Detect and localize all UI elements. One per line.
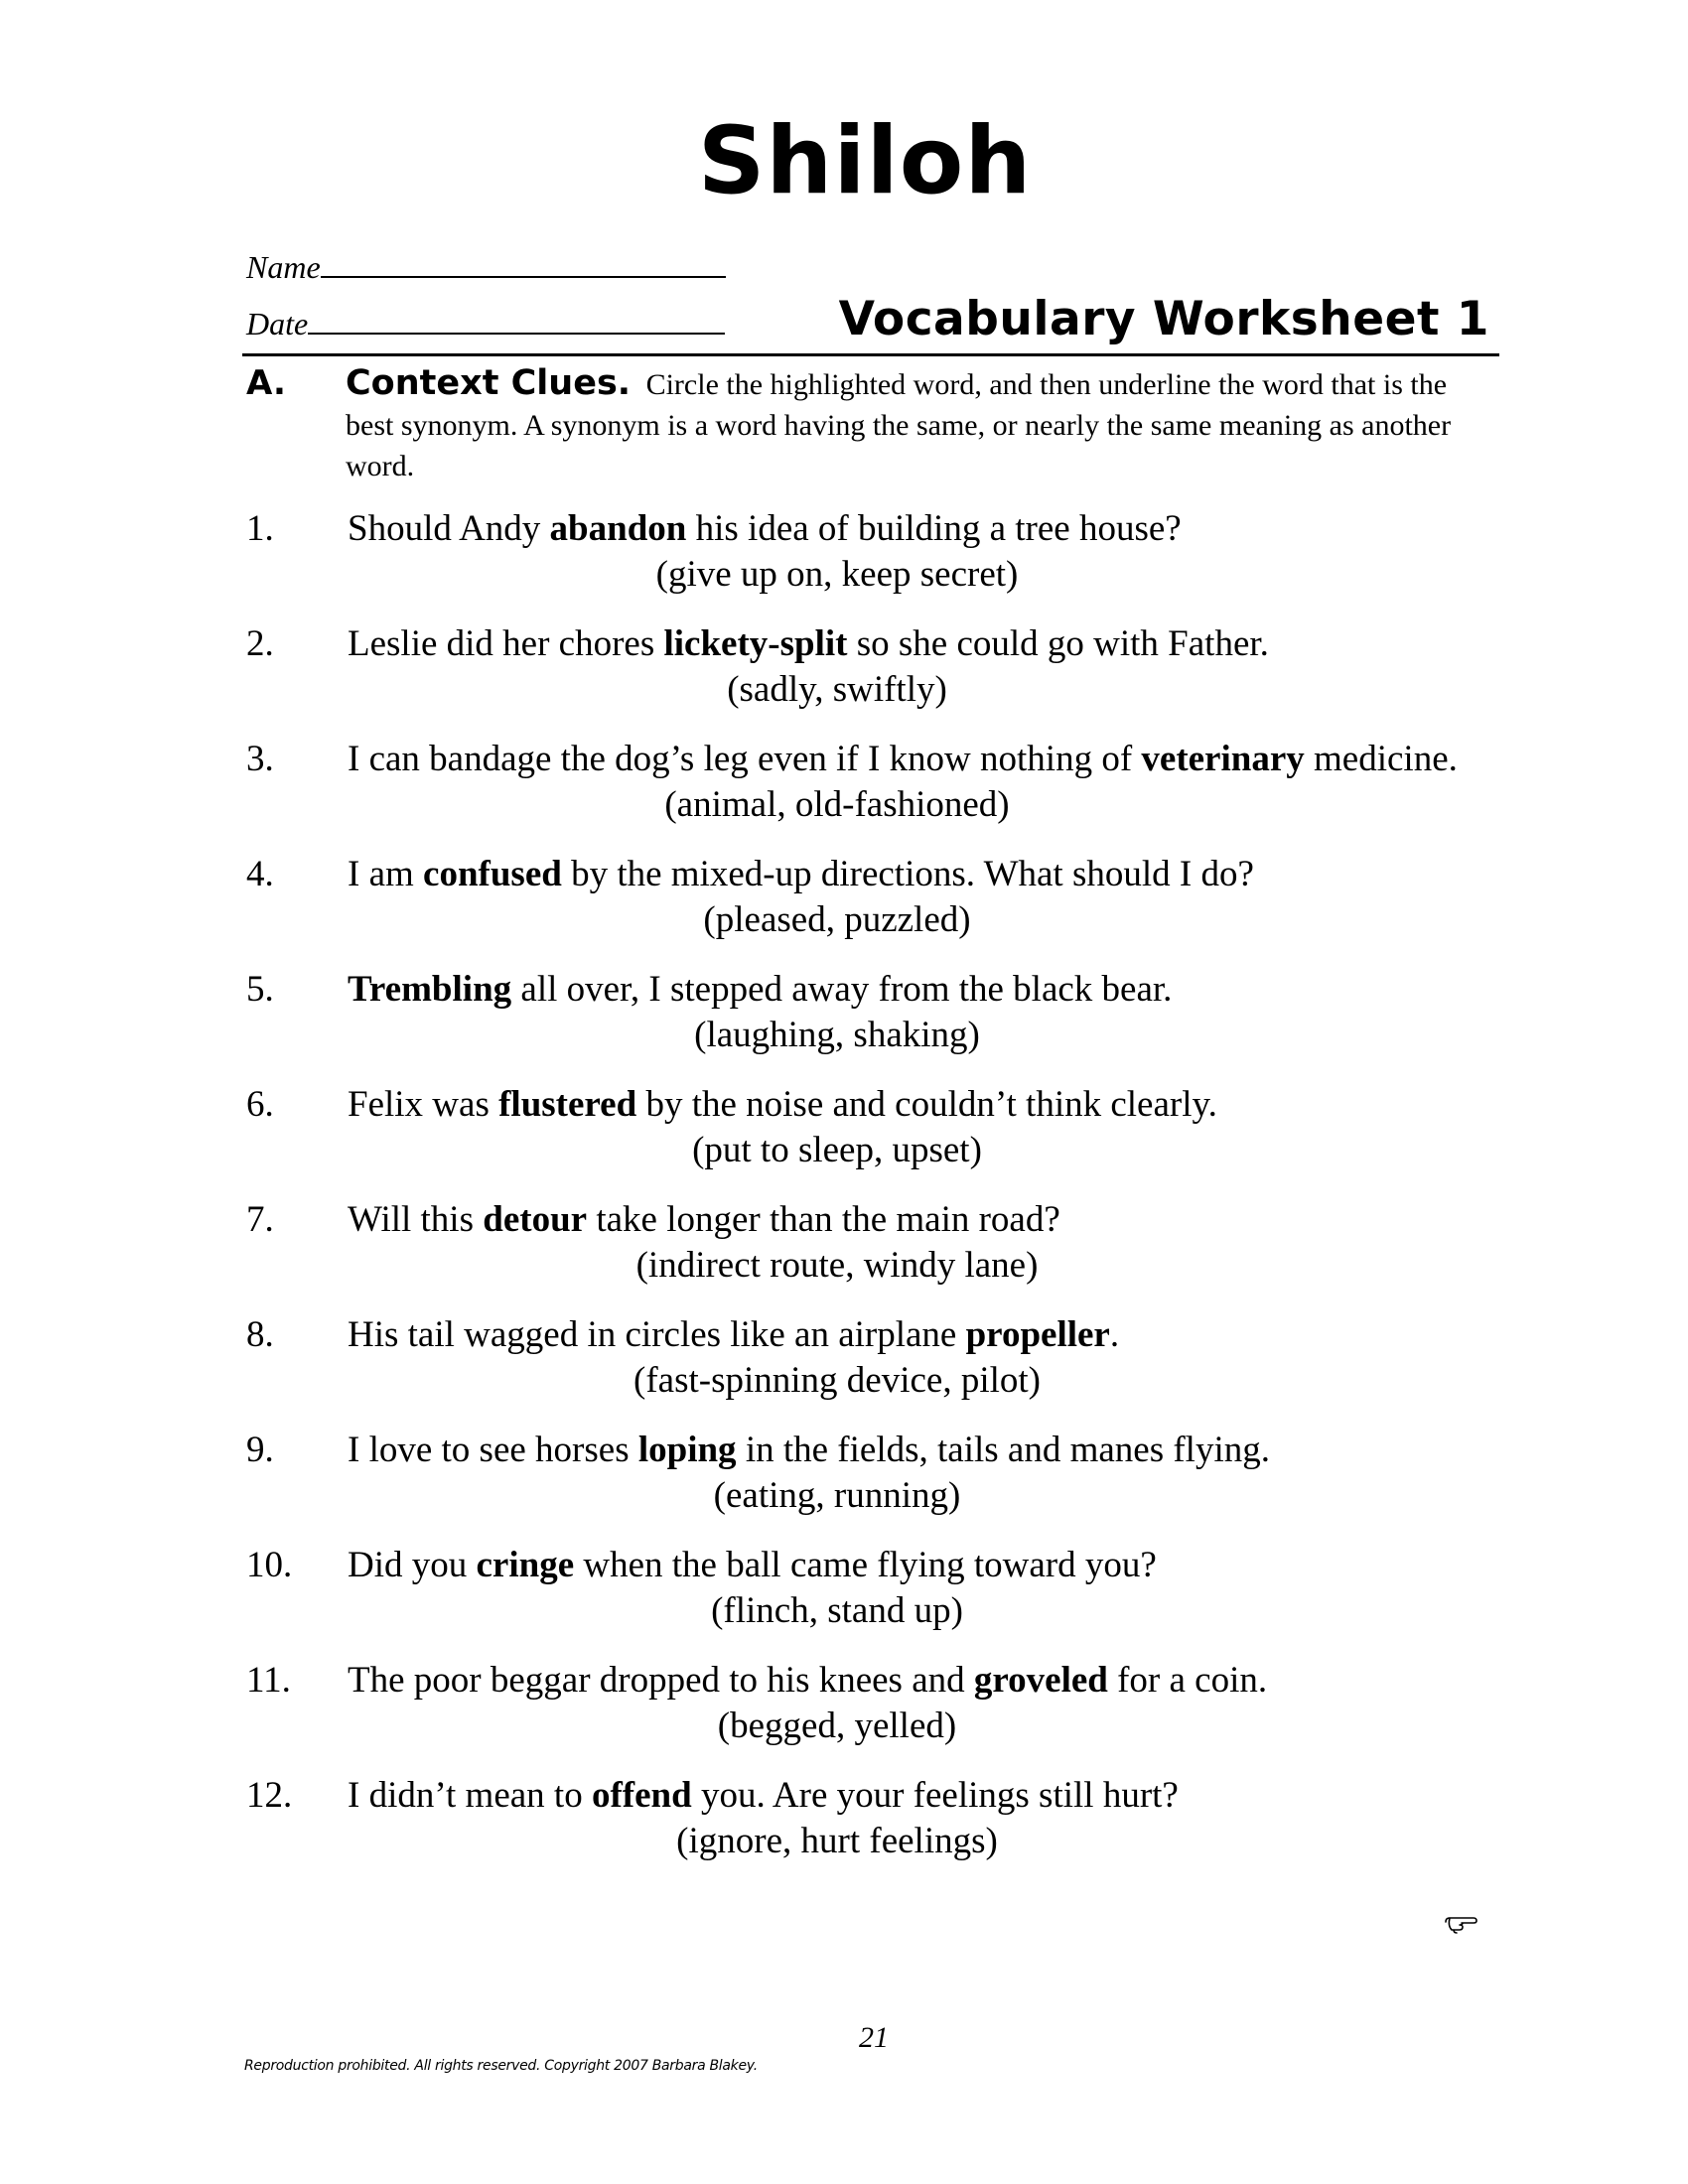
sentence-after: by the mixed-up directions. What should I do?: [561, 854, 1254, 894]
vocabulary-word[interactable]: propeller: [965, 1314, 1110, 1355]
question-number: 4.: [246, 854, 274, 894]
question-sentence: [348, 1082, 1517, 1128]
name-field: [246, 248, 726, 286]
vocabulary-word[interactable]: loping: [637, 1430, 737, 1470]
sentence-before: I can bandage the dog’s leg even if I know nothing of: [348, 739, 1142, 779]
sentence-before: I am: [348, 854, 424, 894]
question-number: 9.: [246, 1430, 274, 1470]
question-item: [246, 506, 1517, 598]
question-number: 3.: [246, 739, 274, 779]
question-number: 12.: [246, 1775, 293, 1816]
sentence-after: by the noise and couldn’t think clearly.: [636, 1084, 1217, 1125]
question-number: 1.: [246, 508, 274, 549]
question-list: [246, 506, 1517, 1888]
question-number: 10.: [246, 1545, 293, 1585]
question-number: 7.: [246, 1199, 274, 1240]
question-sentence: [348, 621, 1517, 667]
answer-options[interactable]: (indirect route, windy lane): [635, 1245, 1039, 1286]
date-input-line[interactable]: [308, 305, 725, 335]
question-item: [246, 1543, 1517, 1634]
section-letter: A.: [246, 363, 286, 403]
question-number: 6.: [246, 1084, 274, 1125]
question-sentence: [348, 967, 1517, 1013]
page-title: Shiloh: [697, 107, 1033, 215]
vocabulary-word[interactable]: lickety-split: [663, 623, 848, 664]
answer-options[interactable]: (give up on, keep secret): [655, 554, 1019, 595]
sentence-before: Leslie did her chores: [348, 623, 664, 664]
header-divider: [242, 353, 1499, 356]
sentence-before: The poor beggar dropped to his knees and: [348, 1660, 974, 1701]
sentence-before: Felix was: [348, 1084, 499, 1125]
question-item: [246, 1658, 1517, 1749]
answer-options[interactable]: (put to sleep, upset): [692, 1130, 982, 1170]
sentence-after: take longer than the main road?: [587, 1199, 1060, 1240]
question-item: [246, 1197, 1517, 1289]
vocabulary-word[interactable]: offend: [591, 1775, 692, 1816]
section-heading: Context Clues.: [346, 363, 632, 403]
sentence-after: so she could go with Father.: [847, 623, 1269, 664]
question-sentence: [348, 1428, 1517, 1473]
page-number: 21: [859, 2021, 889, 2054]
answer-options[interactable]: (animal, old-fashioned): [664, 784, 1010, 825]
answer-options[interactable]: (eating, running): [713, 1475, 961, 1516]
answer-options[interactable]: (fast-spinning device, pilot): [633, 1360, 1041, 1401]
name-input-line[interactable]: [321, 248, 726, 278]
sentence-after: for a coin.: [1107, 1660, 1268, 1701]
answer-options[interactable]: (sadly, swiftly): [727, 669, 947, 710]
worksheet-title: Vocabulary Worksheet 1: [838, 292, 1489, 346]
question-item: [246, 852, 1517, 943]
question-sentence: [348, 1543, 1517, 1588]
answer-options[interactable]: (pleased, puzzled): [703, 899, 971, 940]
vocabulary-word[interactable]: flustered: [498, 1084, 637, 1125]
answer-options[interactable]: (laughing, shaking): [694, 1015, 980, 1055]
question-number: 8.: [246, 1314, 274, 1355]
vocabulary-word[interactable]: groveled: [973, 1660, 1108, 1701]
instructions-text: [346, 363, 1487, 486]
vocabulary-word[interactable]: detour: [483, 1199, 588, 1240]
question-sentence: [348, 737, 1517, 782]
question-item: [246, 1312, 1517, 1404]
vocabulary-word[interactable]: Trembling: [348, 969, 512, 1010]
sentence-after: when the ball came flying toward you?: [574, 1545, 1157, 1585]
sentence-before: Should Andy: [348, 508, 550, 549]
sentence-before: I love to see horses: [348, 1430, 638, 1470]
sentence-after: his idea of building a tree house?: [686, 508, 1182, 549]
name-label: Name: [246, 249, 321, 285]
question-sentence: [348, 506, 1517, 552]
copyright-notice: Reproduction prohibited. All rights reserved. Copyright 2007 Barbara Blakey.: [244, 2058, 758, 2074]
question-item: [246, 1773, 1517, 1864]
vocabulary-word[interactable]: abandon: [549, 508, 687, 549]
question-sentence: [348, 1312, 1517, 1358]
sentence-after: medicine.: [1304, 739, 1458, 779]
sentence-after: in the fields, tails and manes flying.: [736, 1430, 1270, 1470]
sentence-after: all over, I stepped away from the black bear.: [511, 969, 1173, 1010]
vocabulary-word[interactable]: cringe: [476, 1545, 575, 1585]
answer-options[interactable]: (ignore, hurt feelings): [676, 1821, 998, 1861]
sentence-after: .: [1109, 1314, 1120, 1355]
question-sentence: [348, 1773, 1517, 1819]
question-sentence: [348, 852, 1517, 897]
sentence-before: Did you: [348, 1545, 477, 1585]
question-sentence: [348, 1658, 1517, 1704]
answer-options[interactable]: (begged, yelled): [717, 1706, 957, 1746]
question-number: 11.: [246, 1660, 291, 1701]
question-item: [246, 621, 1517, 713]
question-number: 5.: [246, 969, 274, 1010]
question-number: 2.: [246, 623, 274, 664]
sentence-before: Will this: [348, 1199, 484, 1240]
answer-options[interactable]: (flinch, stand up): [711, 1590, 963, 1631]
sentence-before: I didn’t mean to: [348, 1775, 592, 1816]
question-item: [246, 967, 1517, 1058]
question-item: [246, 1428, 1517, 1519]
question-sentence: [348, 1197, 1517, 1243]
vocabulary-word[interactable]: confused: [423, 854, 562, 894]
sentence-before: His tail wagged in circles like an airplane: [348, 1314, 966, 1355]
question-item: [246, 737, 1517, 828]
instructions-body: Circle the highlighted word, and then underline the word that is the best synonym. A synonym is a word having the same, or nearly the same meaning as another word.: [346, 368, 1452, 482]
question-item: [246, 1082, 1517, 1173]
date-label: Date: [246, 306, 309, 341]
date-field: [246, 305, 725, 342]
sentence-after: you. Are your feelings still hurt?: [691, 1775, 1179, 1816]
pointing-hand-icon: [1444, 1914, 1477, 1934]
vocabulary-word[interactable]: veterinary: [1141, 739, 1305, 779]
